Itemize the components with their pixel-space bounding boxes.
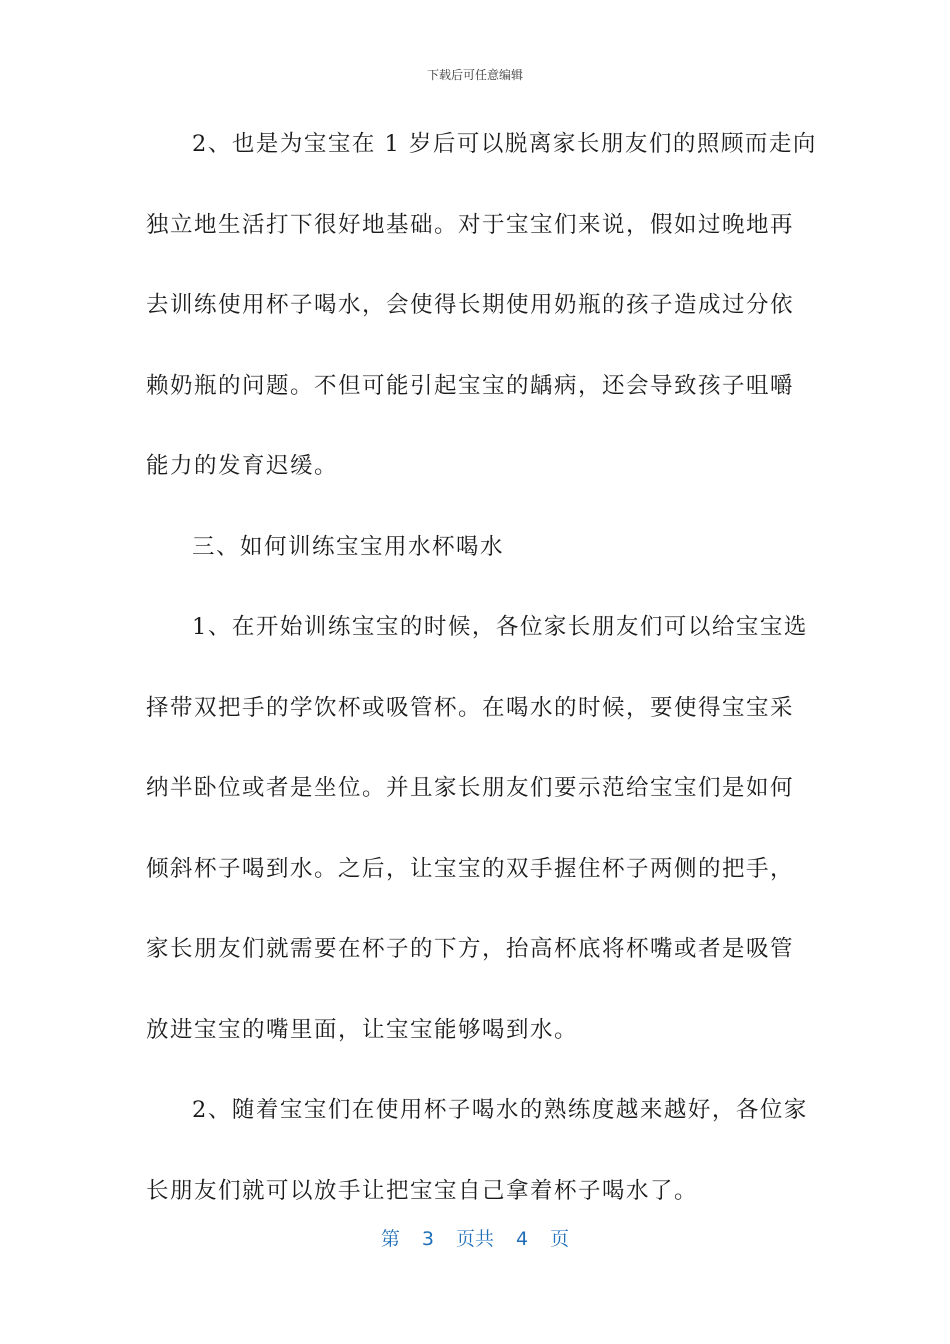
page-header: 下载后可任意编辑 (426, 68, 523, 82)
paragraph-line: 长朋友们就可以放手让把宝宝自己拿着杯子喝水了。 (146, 1177, 699, 1204)
paragraph-line: 放进宝宝的嘴里面，让宝宝能够喝到水。 (146, 1016, 579, 1043)
paragraph-line: 纳半卧位或者是坐位。并且家长朋友们要示范给宝宝们是如何 (146, 775, 795, 801)
current-page-number: 3 (421, 1228, 434, 1250)
paragraph-line: 去训练使用杯子喝水，会使得长期使用奶瓶的孩子造成过分依 (146, 292, 795, 318)
section-heading: 三、如何训练宝宝用水杯喝水 (192, 533, 505, 560)
paragraph-line: 2、也是为宝宝在 1 岁后可以脱离家长朋友们的照顾而走向 (192, 131, 817, 157)
paragraph-line: 1、在开始训练宝宝的时候，各位家长朋友们可以给宝宝选 (192, 614, 808, 640)
page-footer (0, 1224, 950, 1251)
paragraph-line: 择带双把手的学饮杯或吸管杯。在喝水的时候，要使得宝宝采 (146, 694, 795, 721)
paragraph-line: 家长朋友们就需要在杯子的下方，抬高杯底将杯嘴或者是吸管 (146, 936, 795, 962)
total-pages-number: 4 (516, 1228, 529, 1250)
paragraph-line: 能力的发育迟缓。 (146, 453, 339, 479)
paragraph-line: 独立地生活打下很好地基础。对于宝宝们来说，假如过晚地再 (146, 211, 795, 238)
footer-middle: 页共 (455, 1228, 494, 1250)
document-body (146, 122, 817, 1249)
footer-suffix: 页 (550, 1228, 570, 1250)
footer-prefix: 第 (380, 1228, 400, 1250)
paragraph-line: 赖奶瓶的问题。不但可能引起宝宝的龋病，还会导致孩子咀嚼 (146, 372, 795, 399)
paragraph-line: 2、随着宝宝们在使用杯子喝水的熟练度越来越好，各位家 (192, 1097, 808, 1123)
paragraph-line: 倾斜杯子喝到水。之后，让宝宝的双手握住杯子两侧的把手， (146, 855, 795, 882)
